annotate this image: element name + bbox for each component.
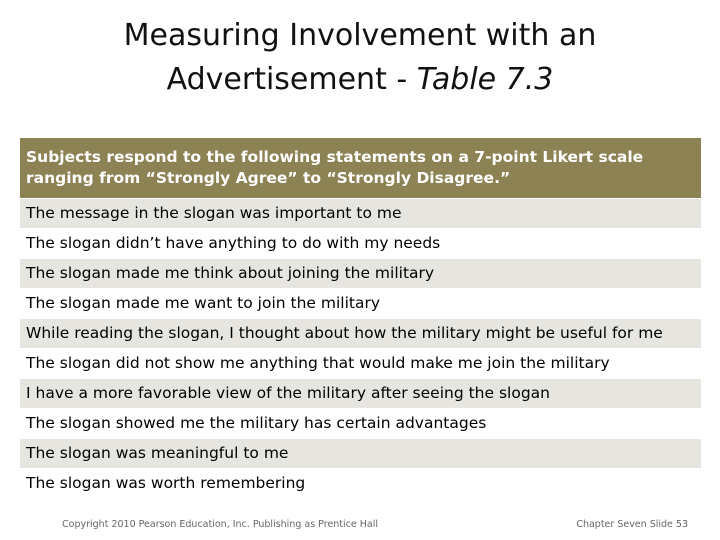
statement-cell: The slogan showed me the military has certain advantages bbox=[20, 409, 702, 439]
title-line-1: Measuring Involvement with an bbox=[123, 18, 597, 53]
copyright-footer: Copyright 2010 Pearson Education, Inc. Publishing as Prentice Hall bbox=[62, 519, 379, 530]
table-row bbox=[20, 409, 702, 439]
statement-cell: The slogan was worth remembering bbox=[20, 469, 702, 499]
table-row bbox=[20, 319, 702, 349]
table-header-cell: Subjects respond to the following statements on a 7-point Likert scale ranging from “Strongly Agree” to “Strongly Disagree.” bbox=[20, 138, 702, 199]
title-line-2 bbox=[0, 58, 720, 102]
likert-statements-table bbox=[19, 137, 702, 499]
table-row bbox=[20, 349, 702, 379]
statement-cell: The slogan made me think about joining the military bbox=[20, 259, 702, 289]
statement-cell: I have a more favorable view of the military after seeing the slogan bbox=[20, 379, 702, 409]
statement-cell: The slogan did not show me anything that would make me join the military bbox=[20, 349, 702, 379]
table-row bbox=[20, 199, 702, 229]
table-row bbox=[20, 439, 702, 469]
slide-title bbox=[0, 14, 720, 102]
slide-number-footer: Chapter Seven Slide 53 bbox=[576, 519, 688, 530]
statement-cell: While reading the slogan, I thought about how the military might be useful for me bbox=[20, 319, 702, 349]
statement-cell: The slogan didn’t have anything to do with my needs bbox=[20, 229, 702, 259]
statement-cell: The slogan was meaningful to me bbox=[20, 439, 702, 469]
table-row bbox=[20, 469, 702, 499]
table-row bbox=[20, 229, 702, 259]
table-row bbox=[20, 289, 702, 319]
table-row bbox=[20, 379, 702, 409]
statement-cell: The slogan made me want to join the military bbox=[20, 289, 702, 319]
table-reference: Table 7.3 bbox=[416, 62, 554, 97]
statement-cell: The message in the slogan was important to me bbox=[20, 199, 702, 229]
table-header-row bbox=[20, 138, 702, 199]
table-row bbox=[20, 259, 702, 289]
title-line-2-text: Advertisement - bbox=[166, 62, 417, 97]
